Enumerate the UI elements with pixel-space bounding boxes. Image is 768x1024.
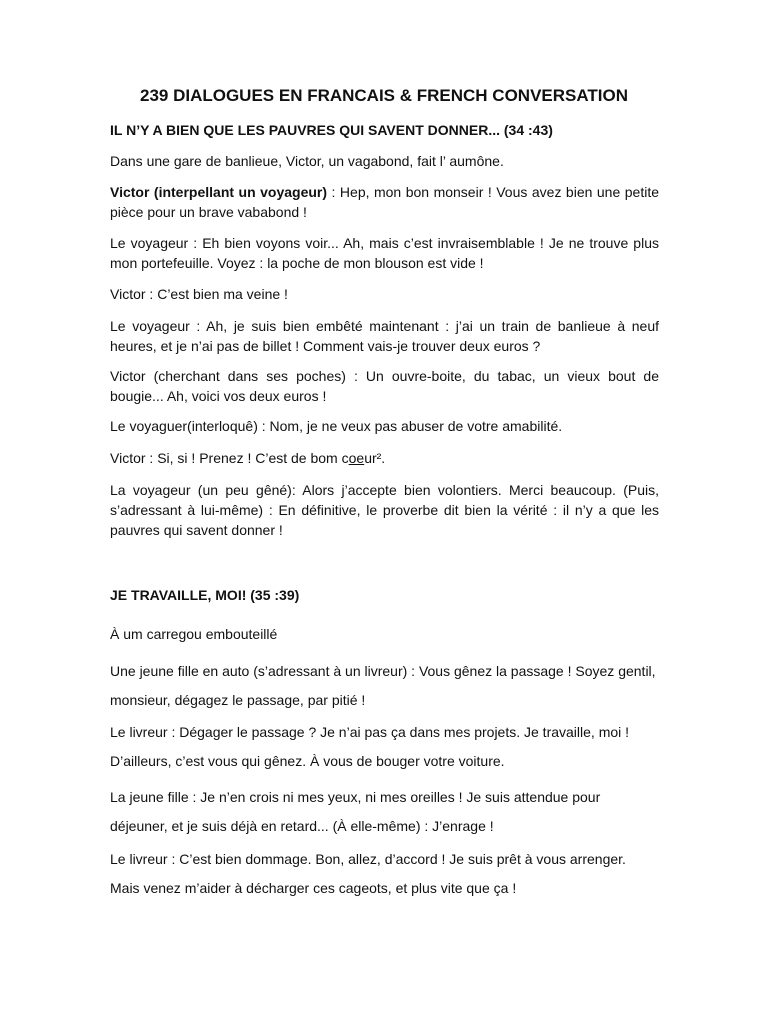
document-title: 239 DIALOGUES EN FRANCAIS & FRENCH CONVERSATION: [139, 86, 628, 105]
section-1-paragraph-2: Le voyageur : Eh bien voyons voir... Ah, mais c’est invraisemblable ! Je ne trouve plus mon portefeuille. Voyez : la poche de mon blouson est vide !: [110, 235, 659, 271]
underlined-text: oe: [348, 450, 365, 466]
section-2-intro: À um carregou embouteillé: [110, 626, 278, 642]
section-1-intro: Dans une gare de banlieue, Victor, un vagabond, fait l’ aumône.: [110, 153, 504, 169]
section-1-paragraph-4: Le voyageur : Ah, je suis bien embêté maintenant : j’ai un train de banlieue à neuf heures, et je n’ai pas de billet ! Comment vais-je trouver deux euros ?: [110, 318, 659, 354]
paragraph-text: : Hep, mon bon monseir ! Vous avez bien une petite pièce pour un brave vababond !: [110, 184, 659, 220]
section-1-paragraph-6: Le voyaguer(interloquê) : Nom, je ne veux pas abuser de votre amabilité.: [110, 418, 563, 434]
section-2-heading: JE TRAVAILLE, MOI! (35 :39): [110, 587, 300, 603]
section-1-paragraph-3: Victor : C’est bien ma veine !: [110, 286, 288, 302]
section-1-paragraph-8: La voyageur (un peu gêné): Alors j’accepte bien volontiers. Merci beaucoup. (Puis, s’adressant à lui-même) : En définitive, le proverbe dit bien la vérité : il n’y a que les pauvres qui savent donner !: [110, 482, 659, 538]
section-1-paragraph-5: Victor (cherchant dans ses poches) : Un ouvre-boite, du tabac, un vieux bout de bougie... Ah, voici vos deux euros !: [110, 368, 659, 404]
section-1-paragraph-7: [110, 448, 659, 468]
section-2-paragraph-3: La jeune fille : Je n’en crois ni mes yeux, ni mes oreilles ! Je suis attendue pour déjeuner, et je suis déjà en retard... (À elle-même) : J’enrage !: [110, 789, 601, 834]
section-2-paragraph-1: Une jeune fille en auto (s’adressant à un livreur) : Vous gênez la passage ! Soyez gentil, monsieur, dégagez le passage, par pitié !: [110, 663, 656, 708]
paragraph-text: Victor : Si, si ! Prenez ! C’est de bom c: [110, 450, 349, 466]
speaker-label: Victor (interpellant un voyageur): [110, 184, 328, 200]
section-1-heading: IL N’Y A BIEN QUE LES PAUVRES QUI SAVENT DONNER... (34 :43): [110, 122, 553, 138]
section-2-paragraph-4: Le livreur : C’est bien dommage. Bon, allez, d’accord ! Je suis prêt à vous arrenger. Mais venez m’aider à décharger ces cageots, et plus vite que ça !: [110, 851, 626, 896]
section-1-paragraph-1: [110, 182, 659, 222]
paragraph-text: ur².: [364, 450, 386, 466]
section-2-paragraph-2: Le livreur : Dégager le passage ? Je n’ai pas ça dans mes projets. Je travaille, moi ! D’ailleurs, c’est vous qui gênez. À vous de bouger votre voiture.: [110, 724, 630, 769]
